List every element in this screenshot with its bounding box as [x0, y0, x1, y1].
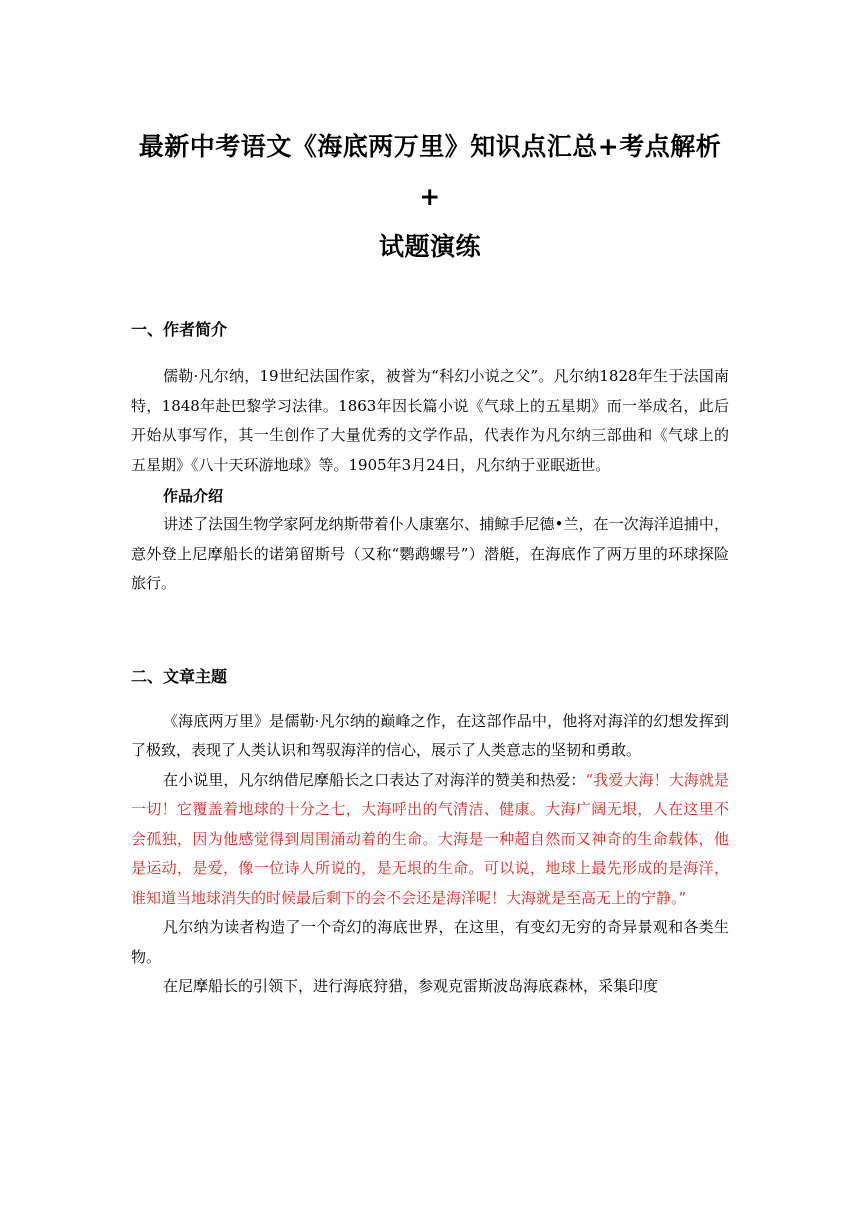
theme-paragraph-2-lead: 在小说里，凡尔纳借尼摩船长之口表达了对海洋的赞美和热爱：: [163, 770, 586, 789]
section-heading-theme: 二、文章主题: [131, 666, 228, 686]
document-title: [131, 0, 729, 272]
title-line-2: 试题演练: [378, 232, 481, 261]
theme-paragraph-3: 凡尔纳为读者构造了一个奇幻的海底世界，在这里，有变幻无穷的奇异景观和各类生物。: [131, 918, 729, 966]
work-intro-paragraph: 讲述了法国生物学家阿龙纳斯带着仆人康塞尔、捕鲸手尼德•兰，在一次海洋追捕中，意外登上尼摩船长的诺第留斯号（又称“鹦鹉螺号”）潜艇，在海底作了两万里的环球探险旅行。: [131, 515, 729, 592]
theme-paragraph-1: 《海底两万里》是儒勒·凡尔纳的巅峰之作，在这部作品中，他将对海洋的幻想发挥到了极致，表现了人类认识和驾驭海洋的信心，展示了人类意志的坚韧和勇敢。: [131, 711, 729, 759]
title-line-1: 最新中考语文《海底两万里》知识点汇总+考点解析+: [138, 132, 722, 211]
theme-paragraph-4: 在尼摩船长的引领下，进行海底狩猎，参观克雷斯波岛海底森林，采集印度: [163, 977, 659, 995]
subheading-work-intro: 作品介绍: [163, 487, 224, 505]
theme-paragraph-2: [131, 766, 729, 914]
nemo-quote: “我爱大海！大海就是一切！它覆盖着地球的十分之七，大海呼出的气清洁、健康。大海广阔无垠，人在这里不会孤独，因为他感觉得到周围涌动着的生命。大海是一种超自然而又神奇的生命载体，他是运动，是爱，像一位诗人所说的，是无垠的生命。可以说，地球上最先形成的是海洋，谁知道当地球消失的时候最后剩下的会不会还是海洋呢！大海就是至高无上的宁静。”: [131, 770, 729, 907]
section-heading-author: 一、作者简介: [131, 320, 228, 339]
author-paragraph: 儒勒·凡尔纳，19世纪法国作家，被誉为“科幻小说之父”。凡尔纳1828年生于法国南特，1848年赴巴黎学习法律。1863年因长篇小说《气球上的五星期》而一举成名，此后开始从事写作，其一生创作了大量优秀的文学作品，代表作为凡尔纳三部曲和《气球上的五星期》《八十天环游地球》等。1905年3月24日，凡尔纳于亚眠逝世。: [131, 367, 729, 474]
